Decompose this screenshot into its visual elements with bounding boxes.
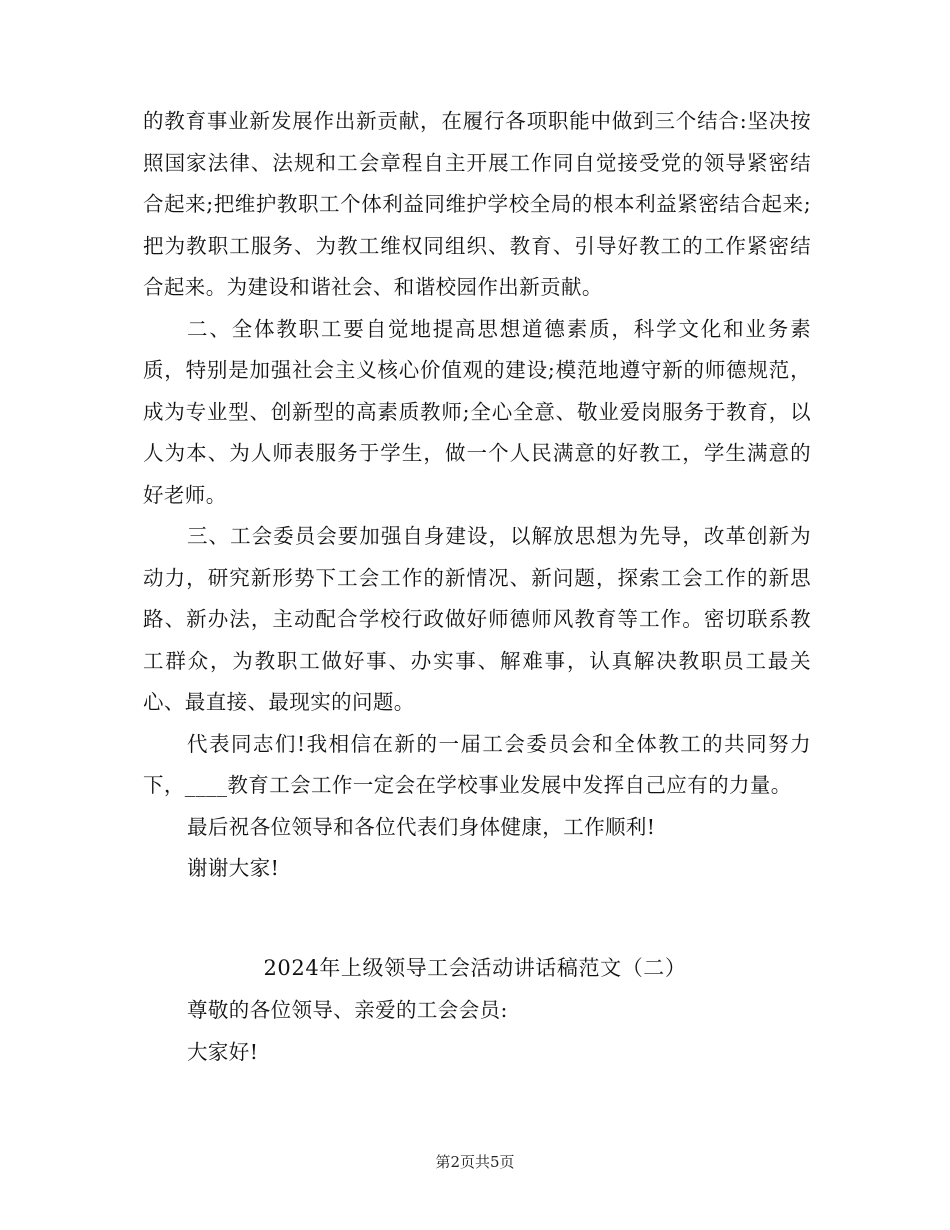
document-body: [143, 101, 811, 890]
section-title: 2024年上级领导工会活动讲话稿范文（二）: [263, 956, 687, 980]
page-number-footer: 第2页共5页: [435, 1153, 515, 1171]
salutation: 尊敬的各位领导、亲爱的工会会员:: [187, 998, 508, 1022]
paragraph-best-wishes: 最后祝各位领导和各位代表们身体健康，工作顺利!: [187, 814, 656, 839]
paragraph-thanks: 谢谢大家!: [187, 856, 280, 880]
paragraph-point-two: 二、全体教职工要自觉地提高思想道德素质，科学文化和业务素质，特别是加强社会主义核心价值观的建设;模范地遵守新的师德规范，成为专业型、创新型的高素质教师;全心全意、敬业爱岗服务于教育，以人为本、为人师表服务于学生，做一个人民满意的好教工，学生满意的好老师。: [143, 316, 811, 507]
greeting: 大家好!: [187, 1039, 259, 1064]
paragraph-point-three: 三、工会委员会要加强自身建设，以解放思想为先导，改革创新为动力，研究新形势下工会工作的新情况、新问题，探索工会工作的新思路、新办法，主动配合学校行政做好师德师风教育等工作。密切联系教工群众，为教职工做好事、办实事、解难事，认真解决教职员工最关心、最直接、最现实的问题。: [143, 524, 811, 714]
speech-opening: [143, 990, 811, 1073]
paragraph-closing-appeal: 代表同志们!我相信在新的一届工会委员会和全体教工的共同努力下，____教育工会工作一定会在学校事业发展中发挥自己应有的力量。: [143, 731, 811, 797]
paragraph-continuation: 的教育事业新发展作出新贡献，在履行各项职能中做到三个结合:坚决按照国家法律、法规和工会章程自主开展工作同自觉接受党的领导紧密结合起来;把维护教职工个体利益同维护学校全局的根本利益紧密结合起来;把为教职工服务、为教工维权同组织、教育、引导好教工的工作紧密结合起来。为建设和谐社会、和谐校园作出新贡献。: [143, 109, 811, 299]
